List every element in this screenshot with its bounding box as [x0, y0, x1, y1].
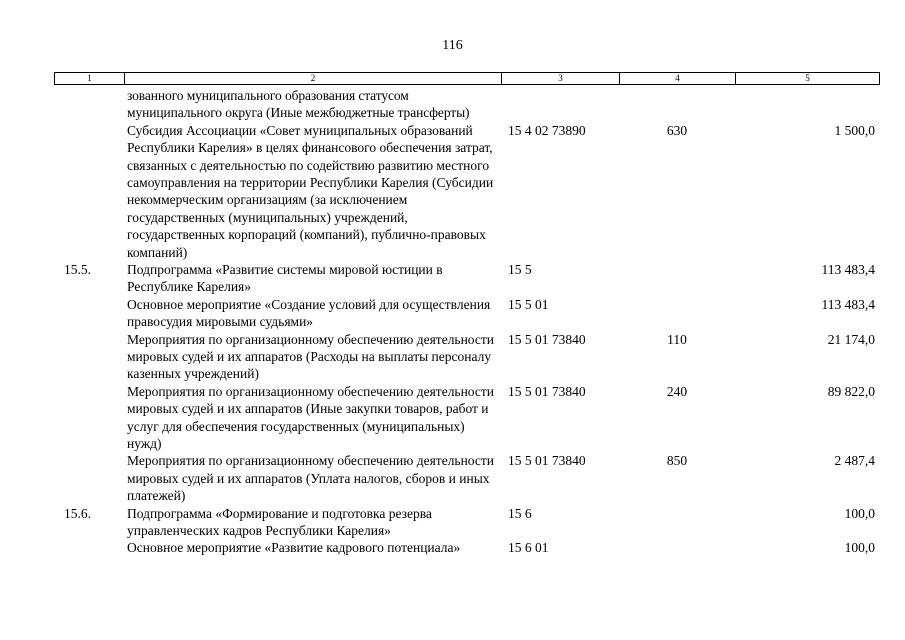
row-code: 15 6	[508, 505, 532, 521]
row-expense-type	[619, 261, 735, 296]
row-code: 15 5 01 73840	[508, 453, 586, 469]
row-amount: 113 483,4	[821, 261, 875, 277]
row-number	[54, 296, 124, 331]
row-code: 15 5 01	[508, 296, 549, 312]
page-number: 116	[442, 38, 463, 53]
header-row	[55, 73, 880, 85]
row-amount	[735, 87, 879, 122]
row-code: 15 5 01 73840	[508, 331, 586, 347]
header-col-1: 1	[55, 73, 125, 85]
table-row	[54, 261, 879, 296]
table-row	[54, 505, 879, 540]
row-expense-type	[619, 87, 735, 122]
row-expense-type: 240	[666, 383, 688, 399]
row-amount: 1 500,0	[834, 122, 875, 138]
table-row	[54, 296, 879, 331]
row-amount: 100,0	[844, 505, 875, 521]
row-amount: 113 483,4	[821, 296, 875, 312]
row-amount: 89 822,0	[827, 383, 875, 399]
row-expense-type	[619, 296, 735, 331]
row-expense-type: 850	[666, 453, 688, 469]
row-number	[54, 122, 124, 261]
row-amount: 2 487,4	[834, 453, 875, 469]
row-name: зованного муниципального образования статусом муниципального округа (Иные межбюджетные трансферты)	[127, 88, 470, 121]
table-row	[54, 539, 879, 574]
row-amount: 100,0	[844, 540, 875, 556]
row-code: 15 4 02 73890	[508, 122, 586, 138]
header-col-3: 3	[502, 73, 620, 85]
row-name: Подпрограмма «Развитие системы мировой юстиции в Республике Карелия»	[127, 261, 443, 295]
row-expense-type: 110	[667, 331, 687, 347]
row-expense-type	[619, 539, 735, 574]
row-name: Субсидия Ассоциации «Совет муниципальных образований Республики Карелия» в целях финансового обеспечения затрат, связанных с деятельностью по содействию развитию местного самоуправления на территории Республики Карелия (Субсидии некоммерческим организациям (за исключением государственных (муниципальных) учреждений, государственных корпораций (компаний), публично-правовых компаний)	[127, 122, 494, 260]
table-row	[54, 331, 879, 383]
row-name: Мероприятия по организационному обеспечению деятельности мировых судей и их аппаратов (Расходы на выплаты персоналу казенных учреждений)	[127, 331, 495, 382]
row-number: 15.5.	[64, 261, 91, 277]
header-col-5: 5	[736, 73, 880, 85]
row-code: 15 5 01 73840	[508, 383, 586, 399]
row-code	[501, 87, 619, 122]
budget-table-body	[54, 87, 879, 574]
header-col-2: 2	[125, 73, 502, 85]
row-number	[54, 539, 124, 574]
row-code: 15 5	[508, 261, 532, 277]
row-number	[54, 452, 124, 504]
table-row	[54, 122, 879, 261]
row-expense-type: 630	[666, 122, 688, 138]
row-name: Мероприятия по организационному обеспечению деятельности мировых судей и их аппаратов (Иные закупки товаров, работ и услуг для обеспечения государственных (муниципальных) нужд)	[127, 383, 495, 451]
row-name: Подпрограмма «Формирование и подготовка резерва управленческих кадров Республики Карелия»	[127, 505, 432, 538]
row-amount: 21 174,0	[827, 331, 875, 347]
row-number	[54, 383, 124, 453]
row-name: Мероприятия по организационному обеспечению деятельности мировых судей и их аппаратов (Уплата налогов, сборов и иных платежей)	[127, 453, 495, 504]
row-number: 15.6.	[64, 505, 91, 521]
table-row	[54, 383, 879, 453]
table-row	[54, 452, 879, 504]
row-name: Основное мероприятие «Создание условий для осуществления правосудия мировыми судьями»	[127, 296, 491, 330]
header-col-4: 4	[620, 73, 736, 85]
row-number	[54, 87, 124, 122]
row-number	[54, 331, 124, 383]
row-code: 15 6 01	[508, 540, 549, 556]
column-number-header	[54, 72, 880, 85]
table-row	[54, 87, 879, 122]
row-name: Основное мероприятие «Развитие кадрового потенциала»	[127, 540, 461, 556]
row-expense-type	[619, 505, 735, 540]
